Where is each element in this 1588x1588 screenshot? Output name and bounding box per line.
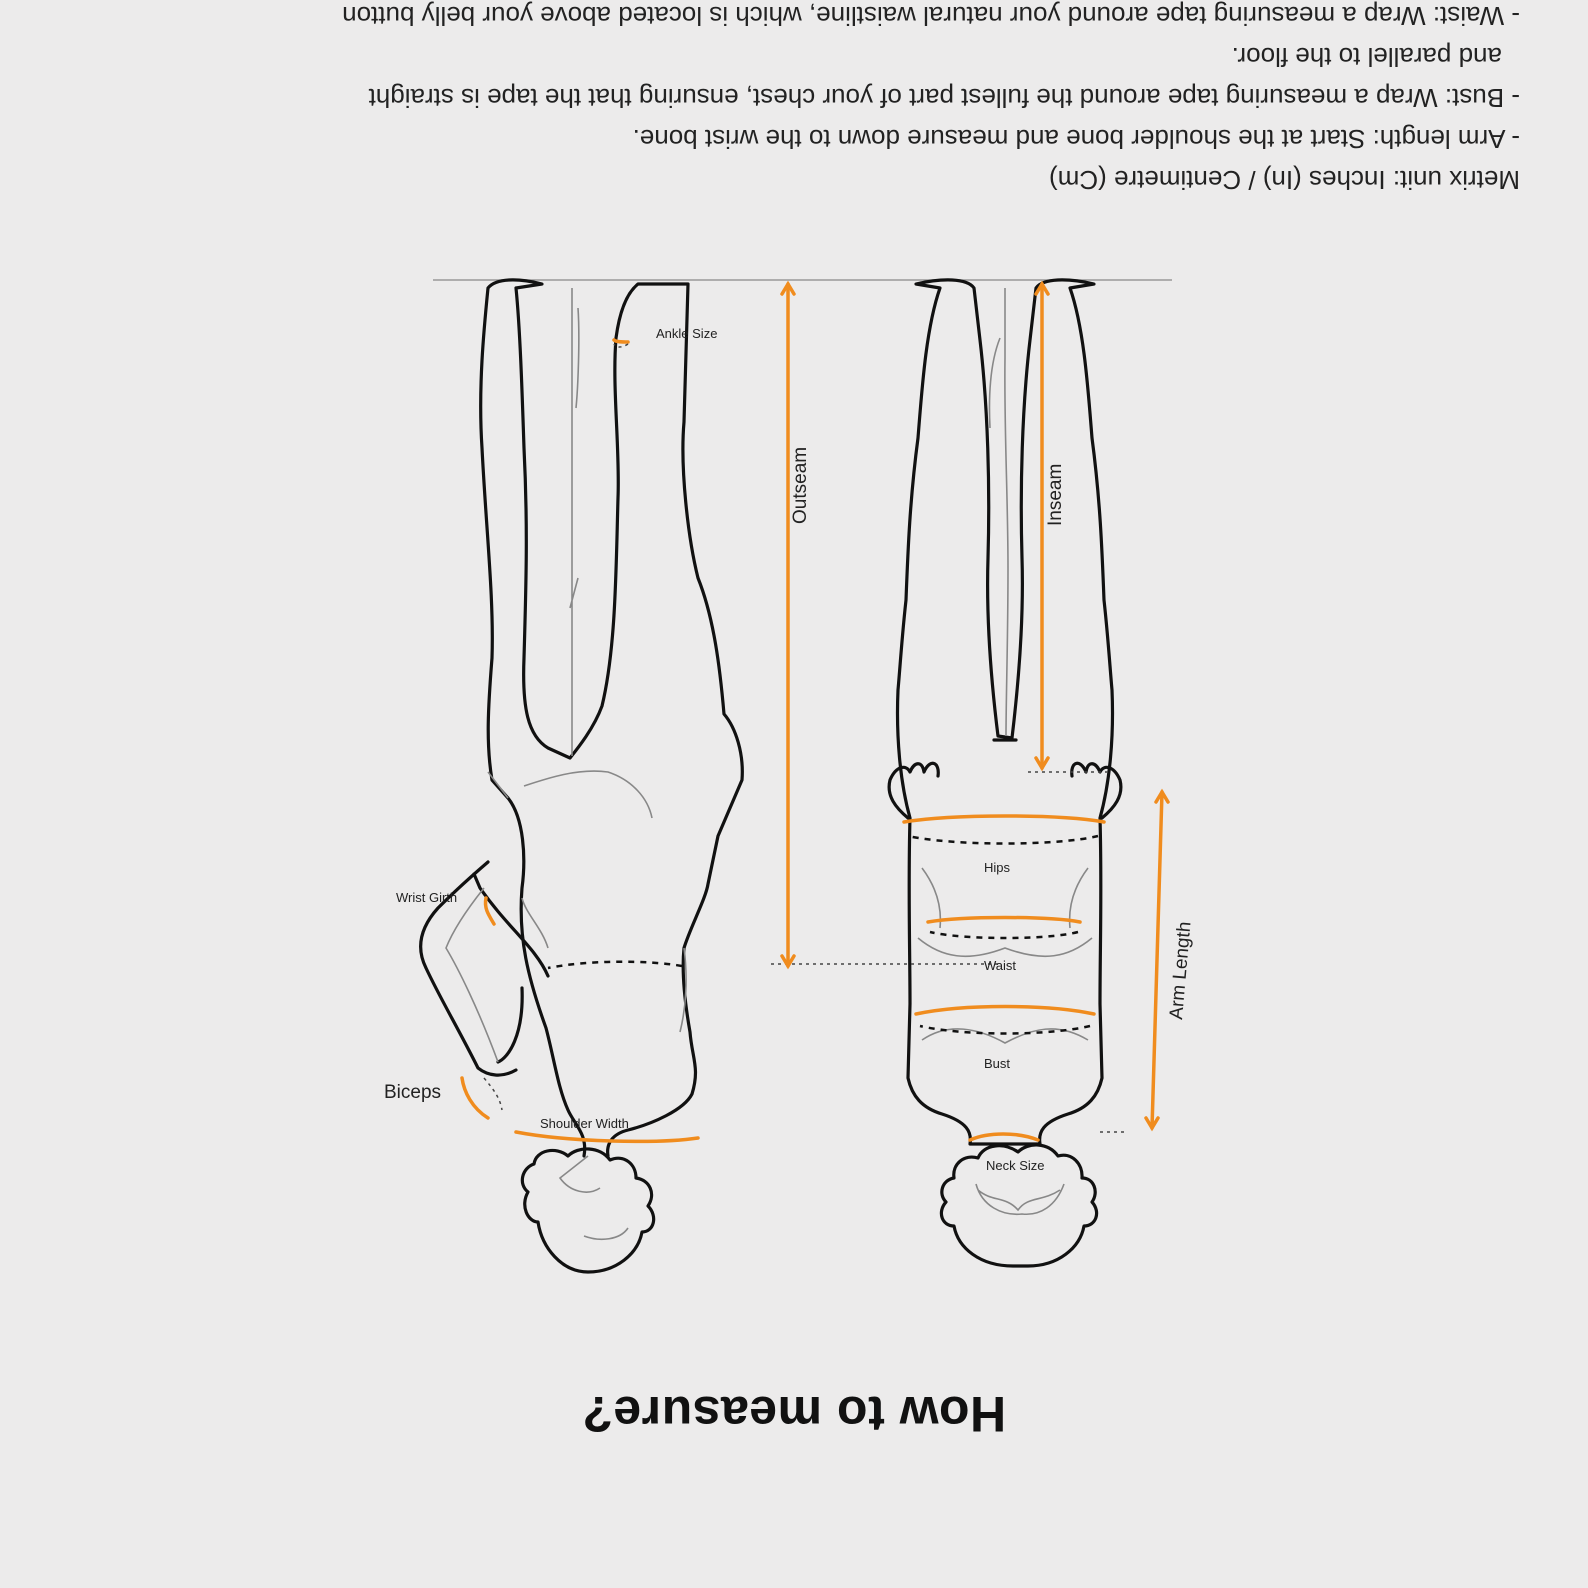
- metric-unit-note: Metrix unit: Inches (In) / Centimetre (Cm): [1049, 165, 1520, 195]
- bust-tape: [916, 1007, 1094, 1015]
- arm-length-line: [1152, 792, 1162, 1128]
- front-face-detail: [976, 1184, 1064, 1214]
- neck-size-label: Neck Size: [986, 1158, 1045, 1173]
- page-title: How to measure?: [581, 1386, 1007, 1442]
- hips-tape: [904, 816, 1104, 822]
- waist-dash: [930, 932, 1078, 938]
- measurement-notes: [50, 0, 1520, 200]
- shoulder-width-tape: [516, 1132, 698, 1141]
- wrist-girth-label: Wrist Girth: [396, 890, 458, 905]
- bust-note: - Bust: Wrap a measuring tape around the fullest part of your chest, ensuring that the tape is straight: [368, 83, 1520, 113]
- waist-tape: [928, 918, 1080, 923]
- shoulder-width-label: Shoulder Width: [540, 1116, 629, 1131]
- side-figure: [384, 280, 811, 1272]
- inseam-label: Inseam: [1045, 463, 1066, 526]
- bust-dash: [920, 1026, 1090, 1034]
- neck-tape: [970, 1134, 1038, 1140]
- biceps-tape: [462, 1078, 488, 1118]
- ankle-tape: [614, 340, 628, 342]
- ankle-size-label: Ankle Size: [656, 326, 718, 341]
- bust-note-continued: and parallel to the floor.: [1231, 42, 1502, 72]
- front-figure: [770, 280, 1196, 1266]
- waist-label: Waist: [984, 958, 1017, 973]
- bust-label: Bust: [984, 1056, 1011, 1071]
- hips-label: Hips: [984, 860, 1011, 875]
- outseam-label: Outseam: [790, 446, 811, 524]
- waist-note: - Waist: Wrap a measuring tape around your natural waistline, which is located above your belly button: [342, 1, 1520, 31]
- front-right-hand: [889, 763, 938, 818]
- waist-dash-side: [548, 962, 682, 968]
- hips-dash: [908, 836, 1098, 844]
- biceps-label: Biceps: [384, 1082, 442, 1103]
- side-head: [522, 1149, 653, 1272]
- arm-length-note: - Arm length: Start at the shoulder bone and measure down to the wrist bone.: [632, 124, 1520, 154]
- arm-length-label: Arm Length: [1166, 920, 1196, 1021]
